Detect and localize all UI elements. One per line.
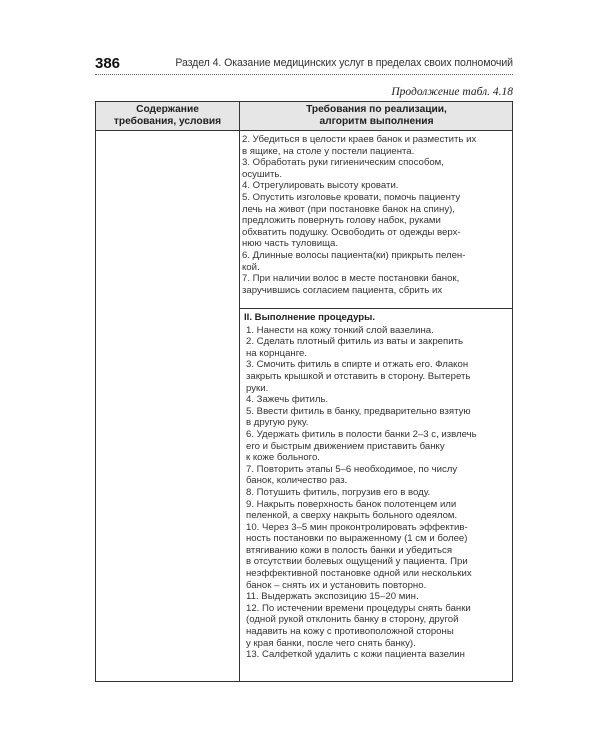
column-header-line: требования, условия — [113, 116, 222, 127]
column-header-line: Требования по реализации, — [306, 104, 447, 115]
step-line: 6. Удержать фитиль в полости банки 2–3 с, извлечь — [246, 428, 477, 440]
step-line: 4. Зажечь фитиль. — [246, 394, 329, 406]
step-item — [242, 394, 510, 406]
step-item — [242, 487, 510, 499]
step-line: 11. Выдержать экспозицию 15–20 мин. — [246, 591, 419, 603]
step-item — [242, 134, 510, 157]
step-item — [242, 406, 510, 429]
step-line: лечь на живот (при постановке банок на спину), — [242, 203, 455, 215]
step-line: 6. Длинные волосы пациента(ки) прикрыть пелен- — [242, 249, 466, 261]
step-line: втягиванию кожи в полость банки и убедиться — [246, 544, 453, 556]
step-line: 5. Ввести фитиль в банку, предварительно взятую — [246, 405, 471, 417]
column-header-line: Содержание — [136, 104, 199, 115]
step-item — [242, 603, 510, 649]
step-line: руки. — [246, 382, 269, 394]
running-head: Раздел 4. Оказание медицинских услуг в пределах своих полномочий — [175, 57, 513, 69]
step-line: (одной рукой отклонить банку в сторону, другой — [246, 614, 459, 626]
step-item — [242, 250, 510, 273]
step-item — [242, 180, 510, 192]
step-line: его и быстрым движением приставить банку — [246, 440, 445, 452]
step-line: нюю часть туловища. — [242, 238, 339, 250]
step-line: неэффективной постановке одной или нескольких — [246, 568, 472, 580]
step-line: закрыть крышкой и отставить в сторону. Вытереть — [246, 370, 471, 382]
preparation-steps-cell — [242, 134, 510, 296]
step-item — [242, 591, 510, 603]
step-item — [242, 325, 510, 337]
step-line: в отсутствии болевых ощущений у пациента. При — [246, 556, 468, 568]
step-line: пеленкой, а сверху накрыть больного одеялом. — [246, 510, 458, 522]
step-item — [242, 464, 510, 487]
step-line: банок, количество раз. — [246, 475, 348, 487]
step-line: 13. Салфеткой удалить с кожи пациента вазелин — [246, 649, 465, 661]
execution-steps-cell — [242, 312, 510, 661]
step-item — [242, 649, 510, 661]
step-item — [242, 157, 510, 180]
step-line: на корнцанге. — [246, 347, 307, 359]
step-line: надавить на кожу с противоположной стороны — [246, 626, 454, 638]
step-item — [242, 429, 510, 464]
step-line: 9. Накрыть поверхность банок полотенцем или — [246, 498, 457, 510]
step-item — [242, 336, 510, 359]
page-number: 386 — [95, 55, 121, 72]
header-dotted-rule — [95, 74, 513, 75]
column-divider — [239, 102, 240, 681]
step-line: в ящике, на столе у постели пациента. — [242, 145, 415, 157]
step-line: 4. Отрегулировать высоту кровати. — [242, 180, 399, 192]
step-line: предложить повернуть голову набок, руками — [242, 215, 441, 227]
step-line: 7. Повторить этапы 5–6 необходимое, по числу — [246, 463, 458, 475]
step-item — [242, 192, 510, 250]
step-line: 8. Потушить фитиль, погрузив его в воду. — [246, 486, 431, 498]
step-line: 7. При наличии волос в месте постановки банок, — [242, 273, 460, 285]
step-line: 10. Через 3–5 мин проконтролировать эффектив- — [246, 521, 468, 533]
step-line: заручившись согласием пациента, сбрить их — [242, 284, 443, 296]
step-line: 2. Сделать плотный фитиль из ваты и закрепить — [246, 336, 463, 348]
table-continuation-label: Продолжение табл. 4.18 — [391, 86, 513, 98]
step-item — [242, 522, 510, 592]
step-line: обхватить подушку. Освободить от одежды верх- — [242, 226, 461, 238]
step-line: кой. — [242, 261, 260, 273]
column-header-requirement — [96, 104, 239, 128]
section-title: II. Выполнение процедуры. — [244, 312, 376, 323]
step-item — [242, 359, 510, 394]
step-line: 1. Нанести на кожу тонкий слой вазелина. — [246, 324, 434, 336]
step-line: 3. Смочить фитиль в спирте и отжать его. Флакон — [246, 359, 469, 371]
column-header-line: алгоритм выполнения — [319, 116, 434, 127]
section-separator — [239, 308, 512, 309]
step-line: 2. Убедиться в целости краев банок и разместить их — [242, 134, 477, 145]
procedure-table — [95, 101, 513, 682]
step-item — [242, 273, 510, 296]
column-header-algorithm — [240, 104, 513, 128]
step-line: ность постановки по выраженному (1 см и более) — [246, 533, 468, 545]
step-line: в другую руку. — [246, 417, 309, 429]
step-line: банок – снять их и установить повторно. — [246, 579, 427, 591]
step-line: 5. Опустить изголовье кровати, помочь пациенту — [242, 191, 461, 203]
step-line: 12. По истечении времени процедуры снять банки — [246, 602, 471, 614]
step-line: к коже больного. — [246, 452, 320, 464]
step-line: осушить. — [242, 168, 283, 180]
step-line: у края банки, после чего снять банку). — [246, 637, 416, 649]
step-line: 3. Обработать руки гигиеническим способом, — [242, 157, 444, 169]
step-item — [242, 499, 510, 522]
